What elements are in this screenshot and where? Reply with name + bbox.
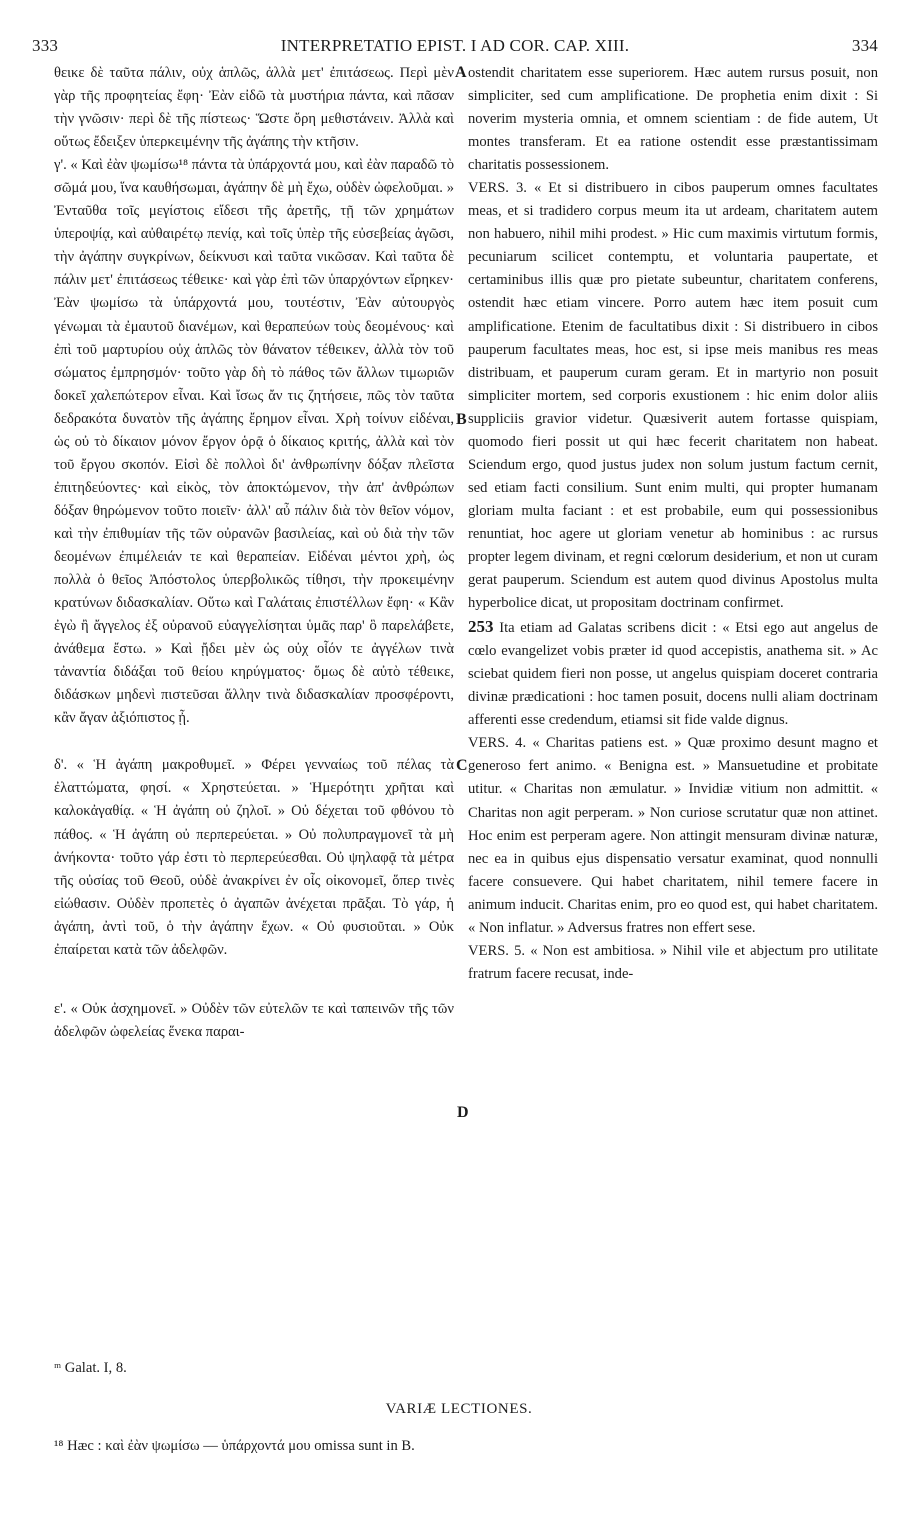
margin-letter-a: A bbox=[455, 64, 467, 81]
latin-paragraph-2: VERS. 3. « Et si distribuero in cibos pauperum omnes facultates meas, et si tradidero corpus meum ita ut ardeam, charitatem autem non habuero, nihil mihi prodest. » Hic cum maximis virtutum formis, pecuniarum scilicet contemptu, et voluntaria paupertate, et certaminibus illis quæ pro pietate subeuntur, charitatem conferens, ostendit hæc etiam vincere. Porro autem hæc item posuit cum amplificatione. Etenim de facultatibus dixit : Si distribuero in cibos pauperum facultates meas, hoc est, si ipse meis manibus res meas distribuam, et pauperum curam geram. Et in martyrio non posuit simpliciter mortem, sed corporis exustionem : hic enim dolor aliis suppliciis gravior videtur. Quæsiverit autem fortasse quispiam, quomodo fieri possit ut qui hæc fecerit charitatem non habeat. Sciendum ergo, quod justus judex non solum justum factum cernit, sed etiam facti consilium. Sunt enim multi, qui propter humanam gloriam multa faciant : et est probabile, eum qui possessionibus renuntiat, hoc agere ut gloriam venetur ab hominibus : ac rursus propter legem divinam, et regni cœlorum desiderium, et non ut curam gerat pauperum. Sciendum est autem quod divinus Apostolus multa hyperbolice dicat, ut propositam doctrinam confirmet. bbox=[468, 180, 878, 612]
page-number-left: 333 bbox=[32, 36, 59, 55]
greek-column bbox=[54, 62, 454, 1044]
latin-paragraph-4: VERS. 5. « Non est ambitiosa. » Nihil vile et abjectum pro utilitate fratrum facere recusat, inde- bbox=[468, 942, 878, 982]
variae-lectiones-heading: VARIÆ LECTIONES. bbox=[385, 1401, 533, 1417]
running-title: INTERPRETATIO EPIST. I AD COR. CAP. XIII. bbox=[280, 36, 630, 55]
latin-paragraph-1: ostendit charitatem esse superiorem. Hæc autem rursus posuit, non simpliciter, sed cum amplificatione. De prophetia enim dixit : Si noverim mysteria omnia, et omnem scientiam : de fide autem, Ut montes transferam. Et ea ratione ostendit esse præstantissimam charitatis possessionem. bbox=[468, 65, 878, 174]
spacer bbox=[54, 962, 454, 998]
margin-letter-d: D bbox=[457, 1104, 469, 1121]
latin-paragraph-2b-text: Ita etiam ad Galatas scribens dicit : « Etsi ego aut angelus de cœlo evangelizet vobis præter id quod accepistis, anathema sit. » Ac sciebat quidem fieri non posse, ut angelus quispiam doceret contraria divinæ prædicationi : hoc tamen posuit, docens nulli aliam doctrinam afferenti esse credendum, etiamsi sit fide valde dignus. bbox=[468, 620, 878, 729]
greek-paragraph-4: ε'. « Οὐκ ἀσχημονεῖ. » Οὐδὲν τῶν εὐτελῶν τε καὶ ταπεινῶν τῆς τῶν ἀδελφῶν ὠφελείας ἕνεκα παραι- bbox=[54, 1000, 454, 1040]
greek-paragraph-2: γ'. « Καὶ ἐὰν ψωμίσω¹⁸ πάντα τὰ ὑπάρχοντά μου, καὶ ἐὰν παραδῶ τὸ σῶμά μου, ἵνα καυθήσωμαι, ἀγάπην δὲ μὴ ἔχω, οὐδὲν ὠφελοῦμαι. » Ἐνταῦθα τοῖς μεγίστοις εἴδεσι τῆς ἀρετῆς, τῇ τῶν χρημάτων ὑπεροψίᾳ, καὶ αὐθαιρέτῳ πενίᾳ, καὶ τοῖς ὑπὲρ τῆς εὐσεβείας ἀγῶσι, τὴν ἀγάπην συγκρίνων, δείκνυσι καὶ ταῦτα νικῶσαν. Καὶ ταῦτα δὲ πάλιν μετ' ἐπιτάσεως τέθεικε· καὶ γὰρ ἐπὶ τῶν ὑπαρχόντων εἴρηκεν· Ἐὰν ψωμίσω τὰ ὑπάρχοντά μου, τουτέστιν, Ἐὰν αὐτουργὸς γένωμαι τὰ ἐμαυτοῦ διανέμων, καὶ θεραπεύων τοὺς δεομένους· καὶ ἐπὶ τοῦ μαρτυρίου οὐχ ἁπλῶς τὸν θάνατον τέθεικεν, ἀλλὰ τὸν τοῦ σώματος ἐμπρησμόν· τοῦτο γὰρ δὴ τὸ πάθος τῶν ἄλλων τιμωριῶν δοκεῖ χαλεπώτερον εἶναι. Καὶ ἴσως ἄν τις ζητήσειε, πῶς τὸν ταῦτα δεδρακότα δυνατὸν τῆς ἀγάπης ἔρημον εἶναι. Χρὴ τοίνυν εἰδέναι, ὡς οὐ τὸ δίκαιον μόνον ἔργον ὁρᾷ ὁ δίκαιος κριτής, ἀλλὰ καὶ τὸν τοῦ ἔργου σκοπόν. Εἰσὶ δὲ πολλοὶ δι' ἀνθρωπίνην δόξαν πλεῖστα ἐπιτηδεύοντες· καὶ εἰκὸς, τὸν ἀποκτώμενον, τὴν ἀπ' ἀνθρώπων δόξαν θηρώμενον τοῦτο ποιεῖν· ἀλλ' αὖ πάλιν διὰ τὸν θεῖον νόμον, καὶ τὴν ἐπιθυμίαν τῆς τῶν οὐρανῶν βασιλείας, καὶ οὐ διὰ τὴν τῶν δεομένων ἐπιμέλειάν τε καὶ θεραπείαν. Εἰδέναι μέντοι χρὴ, ὡς πολλὰ ὁ θεῖος Ἀπόστολος ὑπερβολικῶς τίθησι, τὴν προκειμένην κρατύνων διδασκαλίαν. Οὕτω καὶ Γαλάταις ἐπιστέλλων ἔφη· « Κἂν ἐγὼ ἢ ἄγγελος ἐξ οὐρανοῦ εὐαγγελίσηται ὑμᾶς παρ' ὃ παρελάβετε, ἀνάθεμα ἔστω. » Καὶ ᾔδει μὲν ὡς οὐχ οἷόν τε ἀγγέλων τινὰ τἀναντία διδάξαι τοῦ θείου κηρύγματος· ὅμως δὲ αὐτὸ τέθεικε, διδάσκων μηδενὶ πιστεῦσαι ἄλλην τινὰ διδασκαλίαν προσφέροντι, κἂν ἄγαν ἀξιόπιστος ᾖ. bbox=[54, 157, 454, 727]
margin-letter-c: C bbox=[456, 757, 468, 774]
page-number-right: 334 bbox=[851, 36, 878, 55]
greek-paragraph-1: θεικε δὲ ταῦτα πάλιν, οὐχ ἁπλῶς, ἀλλὰ μετ' ἐπιτάσεως. Περὶ μὲν γὰρ τῆς προφητείας ἔφη· Ἐὰν εἰδῶ τὰ μυστήρια πάντα, καὶ πᾶσαν τὴν γνῶσιν· περὶ δὲ τῆς πίστεως· Ὥστε ὄρη μεθιστάνειν. Ἀλλὰ καὶ οὕτως ἔδειξεν ὑπερκειμένην τῆς ἀγάπης τὴν κτῆσιν. bbox=[54, 65, 454, 151]
footnote-reference: ᵐ Galat. I, 8. bbox=[54, 1360, 127, 1376]
variae-lectiones-note: ¹⁸ Hæc : καὶ ἐὰν ψωμίσω — ὑπάρχοντά μου omissa sunt in B. bbox=[54, 1438, 415, 1454]
latin-column bbox=[468, 62, 878, 986]
spacer bbox=[54, 730, 454, 754]
running-header bbox=[32, 36, 878, 58]
latin-paragraph-2b bbox=[468, 615, 878, 732]
margin-letter-b: B bbox=[456, 411, 467, 428]
greek-paragraph-3: δ'. « Ἡ ἀγάπη μακροθυμεῖ. » Φέρει γενναίως τοῦ πέλας τὰ ἐλαττώματα, φησί. « Χρηστεύεται. » Ἡμερότητι χρῆται καὶ καλοκἀγαθίᾳ. « Ἡ ἀγάπη οὐ ζηλοῖ. » Οὐ δέχεται τοῦ φθόνου τὸ πάθος. « Ἡ ἀγάπη οὐ περπερεύεται. » Οὐ πολυπραγμονεῖ τὰ μὴ ἀνήκοντα· τοῦτο γάρ ἐστι τὸ περπερεύεσθαι. Οὐ ψηλαφᾷ τὰ μέτρα τῆς οὐσίας τοῦ Θεοῦ, οὐδὲ ἀνακρίνει ἐν οἷς οἰκονομεῖ, ὅπερ τινὲς εἰώθασιν. Οὐδὲν προπετὲς ὁ ἀγαπῶν ἀνέχεται πρᾶξαι. Τὸ γάρ, ἡ ἀγάπη, ἀντὶ τοῦ, ὁ τὴν ἀγάπην ἔχων. « Οὐ φυσιοῦται. » Οὐκ ἐπαίρεται κατὰ τῶν ἀδελφῶν. bbox=[54, 757, 454, 958]
column-number: 253 bbox=[468, 617, 494, 637]
latin-paragraph-3: VERS. 4. « Charitas patiens est. » Quæ proximo desunt magno et generoso fert animo. « Benigna est. » Mansuetudine et probitate utitur. « Charitas non æmulatur. » Invidiæ vitium non admittit. « Charitas non agit perperam. » Non curiose scrutatur quæ non attinet. Hoc enim est perperam agere. Non attingit mensuram divinæ naturæ, nec ea in quibus ejus dispensatio versatur examinat, quod nonnulli facere consuevere. Qui habet charitatem, nihil temere facere in animum inducit. Charitas enim, pro eo quod est, qui habet charitatem. « Non inflatur. » Adversus fratres non effert sese. bbox=[468, 735, 878, 936]
